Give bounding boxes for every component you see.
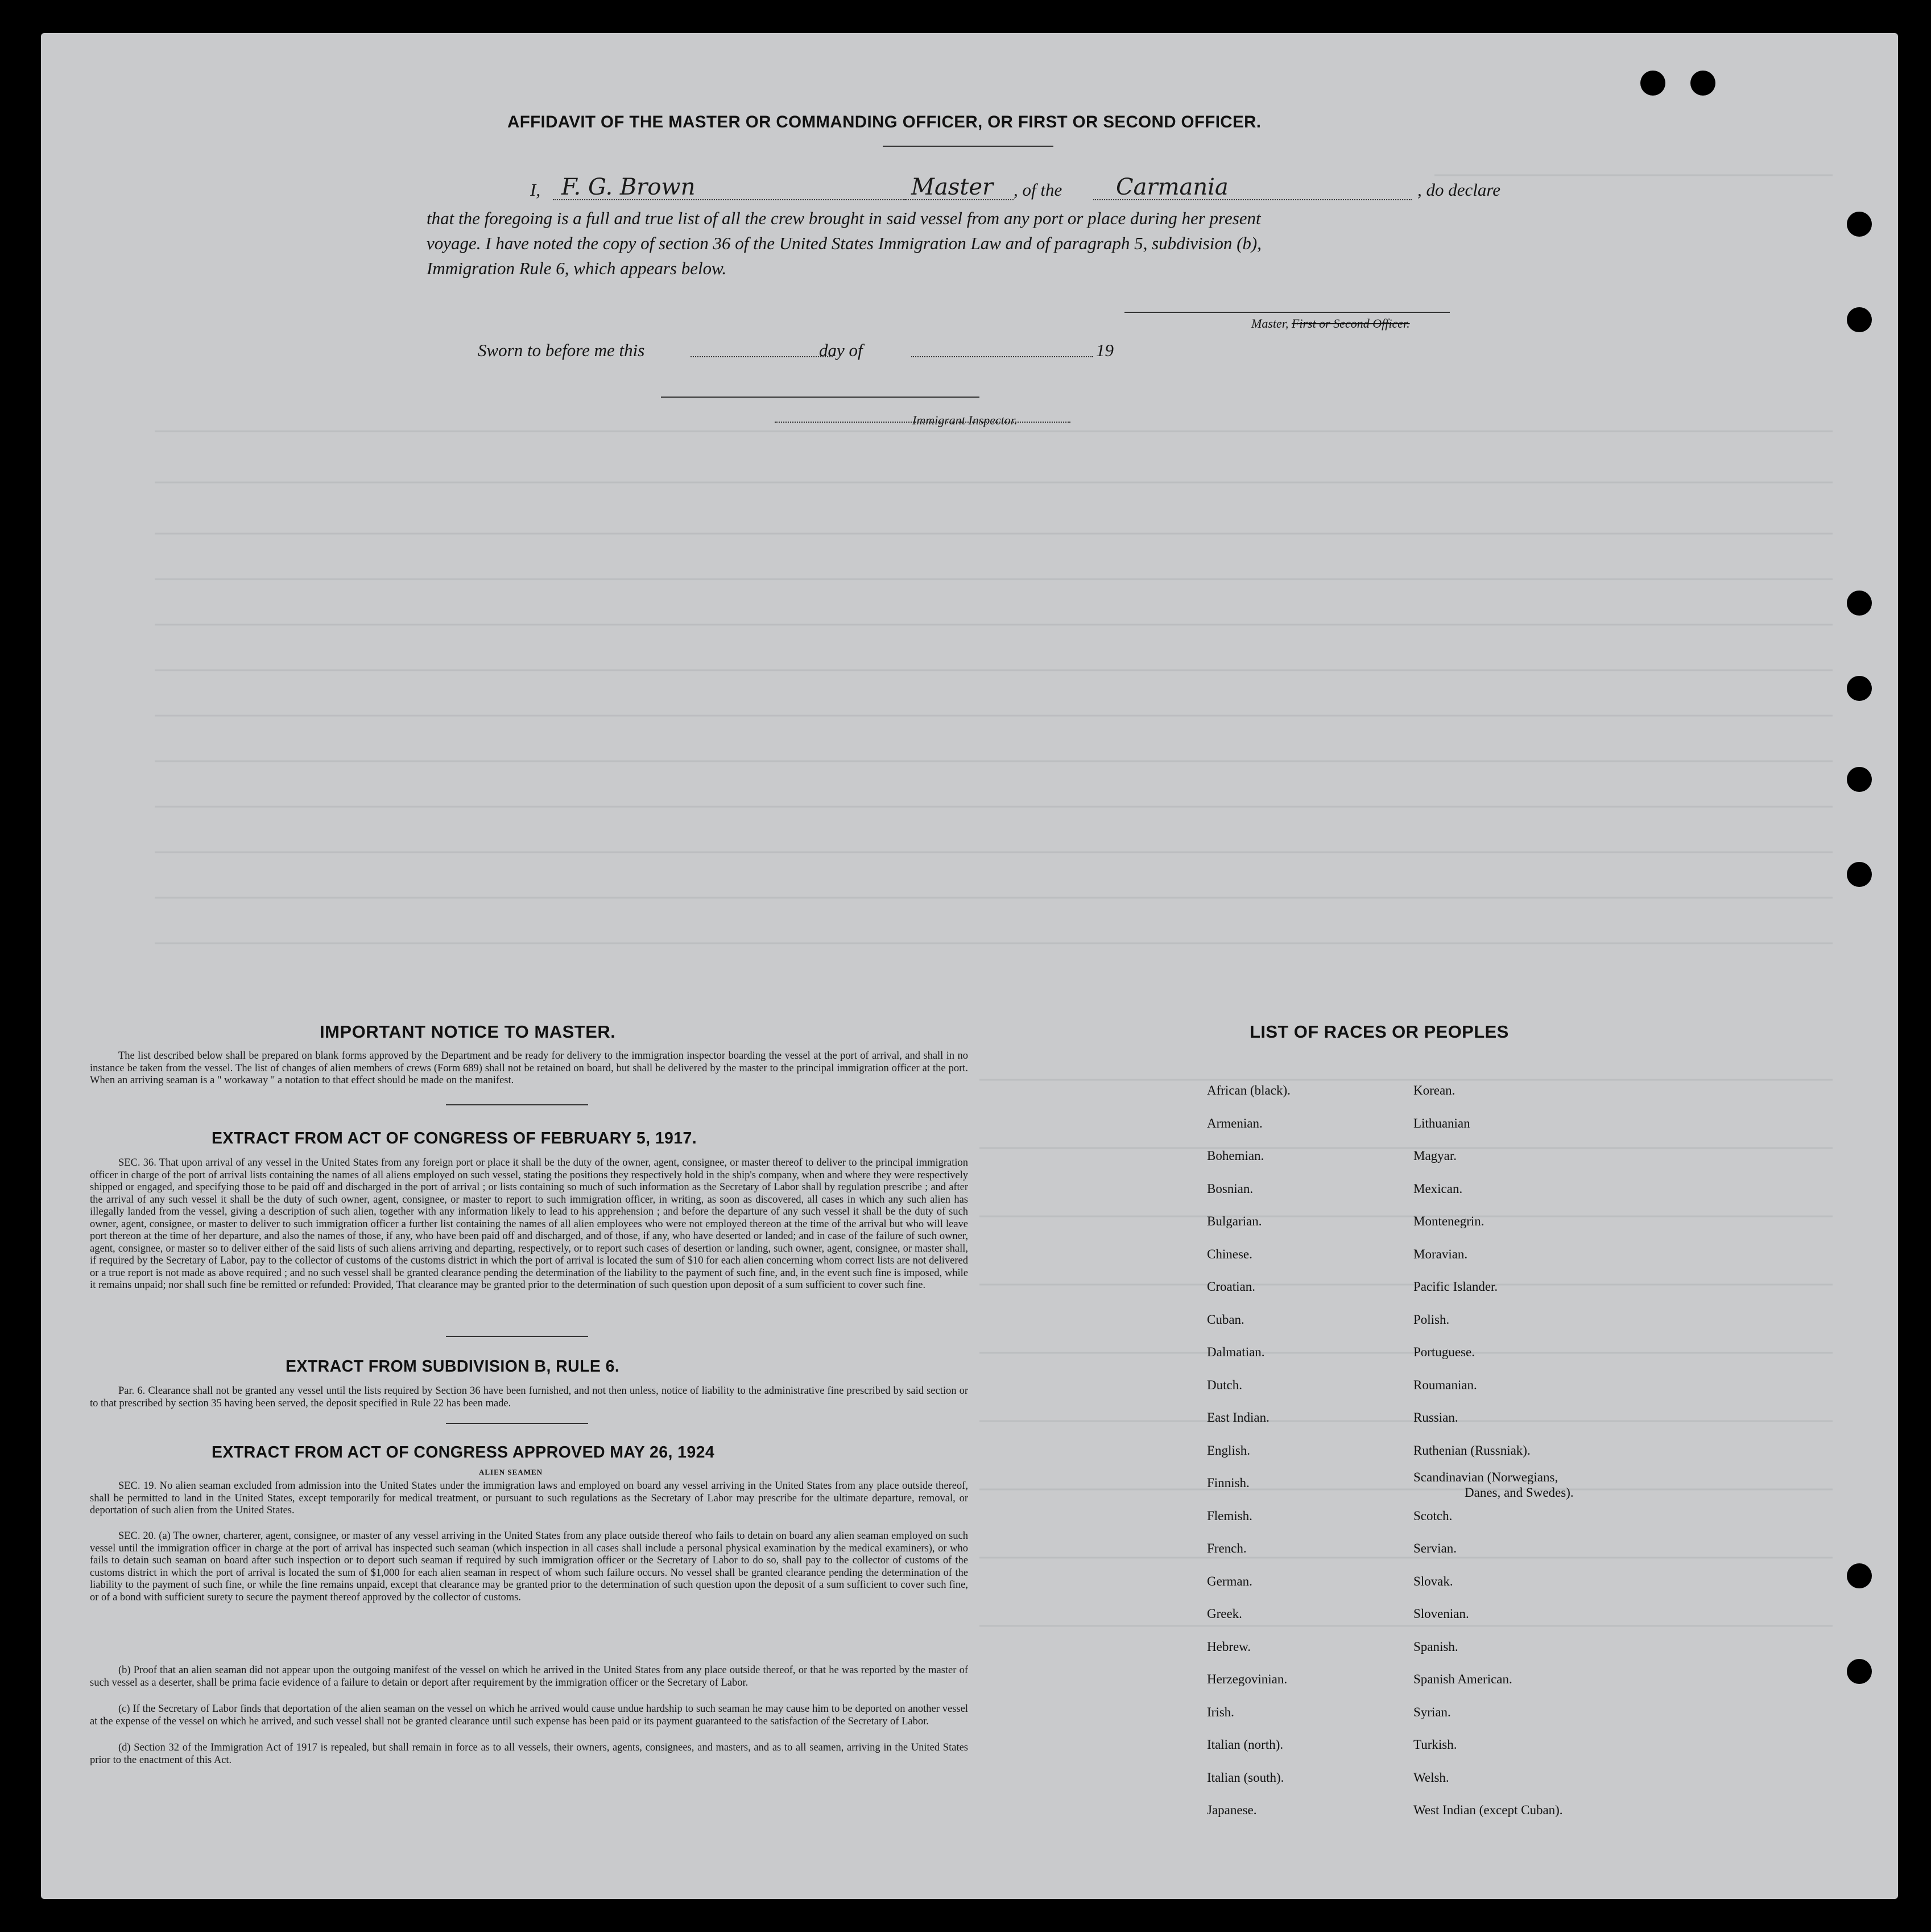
notice-body: The list described below shall be prepared on blank forms approved by the Department and be ready for delivery to the immigration inspector boarding the vessel at the port of arrival, and shall in no instance be taken from the vessel. The list of changes of alien members of crews (Form 689) shall not be retained on board, but shall be delivered by the master to the principal immigration officer at the port. When an arriving seaman is a " workaway " a notation to that effect should be made on the manifest. (90, 1050, 968, 1086)
race-item: African (black). (1207, 1083, 1291, 1097)
sec20a-body: SEC. 20. (a) The owner, charterer, agent, consignee, or master of any vessel arriving in the United States from any place outside thereof who fails to detain on board any alien seaman employed on such vessel until the immigration officer in charge at the port of arrival has inspected such seaman (which inspection in all cases shall include a personal physical examination by the medical examiners), or who fails to detain such seaman on board after such inspection or to deport such seaman if required by such immigration officer or the Secretary of Labor to do so, shall pay to the collector of customs of the customs district in which the port of arrival is located the sum of $1,000 for each alien seaman in respect of whom such failure occurs. No vessel shall be granted clearance pending the determination of the liability to the payment of such fine, or while the fine remains unpaid, except that clearance may be granted prior to the determination of such question upon the deposit of a sum sufficient to cover such fine, or of a bond with sufficient surety to secure the payment thereof approved by the collector of customs. (90, 1530, 968, 1603)
caption-struck-officer: First or Second Officer. (1291, 316, 1410, 331)
race-item (1413, 1467, 1574, 1500)
divider (446, 1104, 588, 1105)
race-item: Bohemian. (1207, 1149, 1264, 1163)
divider (446, 1336, 588, 1337)
punch-hole (1640, 71, 1665, 96)
race-item-line: Scandinavian (Norwegians, (1413, 1470, 1558, 1484)
signer-name: F. G. Brown (561, 174, 696, 200)
punch-hole (1847, 676, 1872, 701)
declaration-line-4: Immigration Rule 6, which appears below. (427, 258, 727, 278)
race-item: Ruthenian (Russniak). (1413, 1443, 1531, 1458)
race-item: Flemish. (1207, 1508, 1252, 1523)
do-declare-label: , do declare (1417, 180, 1501, 200)
month-blank (911, 356, 1093, 357)
race-item: Scotch. (1413, 1508, 1453, 1523)
races-list-right (1413, 1074, 1574, 1827)
race-item: Turkish. (1413, 1737, 1457, 1752)
declaration-line-1 (530, 174, 1531, 200)
master-signature-line (1124, 312, 1450, 313)
i-prefix: I, (530, 180, 541, 200)
races-list-left (1207, 1074, 1291, 1827)
punch-hole (1847, 1563, 1872, 1588)
race-item: Dalmatian. (1207, 1345, 1265, 1359)
race-item: Irish. (1207, 1704, 1234, 1719)
race-item: East Indian. (1207, 1410, 1270, 1425)
race-item: Pacific Islander. (1413, 1279, 1498, 1294)
race-item: Lithuanian (1413, 1116, 1470, 1130)
punch-hole (1847, 862, 1872, 887)
sec20c-body: (c) If the Secretary of Labor finds that deportation of the alien seaman on the vessel on which he arrived would cause undue hardship to such seaman he may cause him to be deported on another vessel at the expense of the vessel on which he arrived, and such vessel shall not be granted clearance until such expense has been paid or its payment guaranteed to the satisfaction of the Secretary of Labor. (90, 1703, 968, 1727)
name-blank (553, 199, 905, 200)
sec20b-body: (b) Proof that an alien seaman did not appear upon the outgoing manifest of the vessel on which he arrived in the United States from any place outside thereof, or that he was reported by the master of such vessel as a deserter, shall be prima facie evidence of a failure to detain or deport after requirement by the immigration officer or the Secretary of Labor. (90, 1665, 968, 1689)
race-item: Mexican. (1413, 1181, 1463, 1196)
extract-1924-subtitle: ALIEN SEAMEN (479, 1468, 543, 1476)
extract-1924-title: EXTRACT FROM ACT OF CONGRESS APPROVED MAY 26, 1924 (212, 1443, 715, 1462)
race-item: Bulgarian. (1207, 1214, 1262, 1228)
race-item: Chinese. (1207, 1246, 1252, 1261)
declaration-line-3: voyage. I have noted the copy of section 36 of the United States Immigration Law and of paragraph 5, subdivision (b), (427, 233, 1262, 253)
sworn-line (478, 340, 1160, 363)
race-item: English. (1207, 1443, 1251, 1458)
punch-hole (1847, 591, 1872, 616)
race-item: Roumanian. (1413, 1377, 1477, 1392)
document-page (41, 33, 1898, 1899)
punch-hole (1690, 71, 1715, 96)
signer-rank: Master (911, 174, 994, 200)
punch-hole (1847, 307, 1872, 332)
race-item: West Indian (except Cuban). (1413, 1803, 1563, 1817)
day-blank (690, 356, 833, 357)
race-item: Syrian. (1413, 1704, 1451, 1719)
race-item: Slovenian. (1413, 1607, 1469, 1621)
day-of-label: day of (819, 340, 863, 360)
inspector-top-line (661, 397, 979, 398)
race-item: German. (1207, 1574, 1252, 1588)
race-item: Polish. (1413, 1312, 1450, 1327)
race-item: Servian. (1413, 1541, 1457, 1555)
race-item: Spanish. (1413, 1639, 1458, 1654)
punch-hole (1847, 1659, 1872, 1684)
sworn-label: Sworn to before me this (478, 340, 645, 360)
race-item: Greek. (1207, 1607, 1242, 1621)
declaration-line-2: that the foregoing is a full and true list of all the crew brought in said vessel from any port or place during her present (427, 208, 1261, 228)
vessel-blank (1093, 199, 1412, 200)
extract-1917-body: SEC. 36. That upon arrival of any vessel in the United States from any foreign port or place it shall be the duty of the owner, agent, consignee, or master thereof to deliver to the principal immigration officer in charge of the port of arrival lists containing the names of all aliens employed on such vessel, stating the positions they respectively hold in the ship's company, when and where they were respectively shipped or engaged, and specifying those to be paid off and discharged in the port of arrival ; or lists containing so much of such information as the Secretary of Labor shall by regulation prescribe ; and after the arrival of any such vessel it shall be the duty of such owner, agent, consignee, or master to report to such immigration officer, in writing, as soon as discovered, all cases in which any such alien has illegally landed from the vessel, giving a description of such alien, together with any information likely to lead to his apprehension ; and before the departure of any such vessel it shall be the duty of such owner, agent, consignee, or master to deliver to such immigration officer a further list containing the names of all alien employees who were not employed thereon at the time of the arrival but who will leave port thereon at the time of her departure, and also the names of those, if any, who have been paid off and discharged, and of those, if any, who have deserted or landed; and in case of the failure of such owner, agent, consignee, or master so to deliver either of the said lists of such aliens arriving and departing, respectively, or to report such cases of desertion or landing, such owner, agent, consignee, or master shall, if required by the Secretary of Labor, pay to the collector of customs of the customs district in which the port of arrival is located the sum of $10 for each alien concerning whom correct lists are not delivered or a true report is not made as above required ; and no such vessel shall be granted clearance pending the determination of the liability to the payment of such fine, and, in the event such fine is imposed, while it remains unpaid; nor shall such fine be remitted or refunded: Provided, That clearance may be granted prior to the determination of such question upon deposit of a sum sufficient to cover such fine. (90, 1157, 968, 1291)
extract-rule6-title: EXTRACT FROM SUBDIVISION B, RULE 6. (286, 1357, 620, 1376)
race-item: Montenegrin. (1413, 1214, 1485, 1228)
race-item: Spanish American. (1413, 1672, 1512, 1686)
punch-hole (1847, 767, 1872, 792)
title-underline (883, 146, 1053, 147)
race-item: Armenian. (1207, 1116, 1263, 1130)
inspector-label: Immigrant Inspector. (912, 413, 1018, 427)
race-item: French. (1207, 1541, 1247, 1555)
race-item: Welsh. (1413, 1770, 1449, 1785)
race-item: Korean. (1413, 1083, 1456, 1097)
race-item: Slovak. (1413, 1574, 1453, 1588)
race-item: Italian (north). (1207, 1737, 1284, 1752)
extract-rule6-body: Par. 6. Clearance shall not be granted any vessel until the lists required by Section 36 have been furnished, and not then unless, notice of liability to the administrative fine prescribed by said section or to that prescribed by section 35 having been served, the deposit specified in Rule 22 has been made. (90, 1385, 968, 1409)
race-item: Japanese. (1207, 1803, 1257, 1817)
race-item: Cuban. (1207, 1312, 1244, 1327)
sec19-body: SEC. 19. No alien seaman excluded from admission into the United States under the immigration laws and employed on board any vessel arriving in the United States from any place outside thereof, shall be permitted to land in the United States, except temporarily for medical treatment, or pursuant to such regulations as the Secretary of Labor may prescribe for the ultimate departure, removal, or deportation of such alien from the United States. (90, 1480, 968, 1516)
race-item: Portuguese. (1413, 1345, 1475, 1359)
race-item-continuation: Danes, and Swedes). (1465, 1485, 1574, 1500)
bleed-through-texture (41, 33, 1898, 1899)
races-title: LIST OF RACES OR PEOPLES (1250, 1022, 1509, 1042)
race-item: Bosnian. (1207, 1181, 1254, 1196)
vessel-name: Carmania (1116, 174, 1229, 200)
race-item: Herzegovinian. (1207, 1672, 1288, 1686)
of-the-label: , of the (1014, 180, 1062, 200)
year-prefix: 19 (1096, 340, 1114, 360)
race-item: Italian (south). (1207, 1770, 1284, 1785)
divider (446, 1423, 588, 1424)
race-item: Russian. (1413, 1410, 1458, 1425)
rank-blank (905, 199, 1014, 200)
punch-hole (1847, 212, 1872, 237)
extract-1917-title: EXTRACT FROM ACT OF CONGRESS OF FEBRUARY 5, 1917. (212, 1129, 697, 1147)
caption-master: Master, (1251, 316, 1289, 331)
race-item: Finnish. (1207, 1476, 1250, 1490)
race-item: Dutch. (1207, 1377, 1242, 1392)
race-item: Moravian. (1413, 1246, 1468, 1261)
affidavit-title: AFFIDAVIT OF THE MASTER OR COMMANDING OFFICER, OR FIRST OR SECOND OFFICER. (507, 113, 1262, 131)
notice-title: IMPORTANT NOTICE TO MASTER. (320, 1022, 616, 1042)
signature-caption (1251, 316, 1410, 331)
sec20d-body: (d) Section 32 of the Immigration Act of 1917 is repealed, but shall remain in force as to all vessels, their owners, agents, consignees, and masters, and as to all seamen, arriving in the United States prior to the enactment of this Act. (90, 1742, 968, 1766)
race-item: Hebrew. (1207, 1639, 1251, 1654)
race-item: Croatian. (1207, 1279, 1255, 1294)
race-item: Magyar. (1413, 1149, 1457, 1163)
